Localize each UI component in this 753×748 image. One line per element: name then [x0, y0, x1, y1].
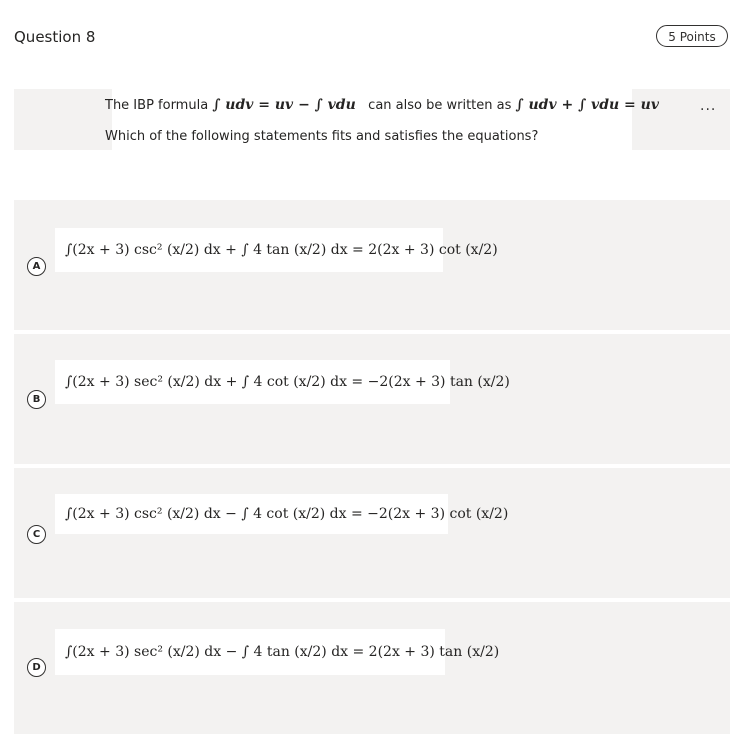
- points-badge: 5 Points: [656, 25, 728, 47]
- prompt-middle: can also be written as: [368, 98, 512, 113]
- ibp-formula: ∫ udv = uv − ∫ vdu: [212, 97, 356, 113]
- option-a-radio[interactable]: A: [27, 257, 46, 276]
- more-options-icon[interactable]: ...: [700, 98, 717, 114]
- option-a-equation: ∫(2x + 3) csc² (x/2) dx + ∫ 4 tan (x/2) dx = 2(2x + 3) cot (x/2): [55, 228, 443, 272]
- prompt-line-2: Which of the following statements fits and satisfies the equations?: [105, 129, 539, 144]
- ibp-formula-alt: ∫ udv + ∫ vdu = uv: [515, 97, 659, 113]
- option-c-equation: ∫(2x + 3) csc² (x/2) dx − ∫ 4 cot (x/2) dx = −2(2x + 3) cot (x/2): [55, 494, 448, 534]
- option-b[interactable]: [14, 334, 730, 464]
- option-b-radio[interactable]: B: [27, 390, 46, 409]
- option-c[interactable]: [14, 468, 730, 598]
- option-d-equation: ∫(2x + 3) sec² (x/2) dx − ∫ 4 tan (x/2) dx = 2(2x + 3) tan (x/2): [55, 629, 445, 675]
- question-title: Question 8: [14, 28, 96, 46]
- option-d[interactable]: [14, 602, 730, 734]
- option-c-radio[interactable]: C: [27, 525, 46, 544]
- option-d-radio[interactable]: D: [27, 658, 46, 677]
- option-b-equation: ∫(2x + 3) sec² (x/2) dx + ∫ 4 cot (x/2) dx = −2(2x + 3) tan (x/2): [55, 360, 450, 404]
- option-a[interactable]: [14, 200, 730, 330]
- prompt-prefix: The IBP formula: [105, 98, 209, 113]
- prompt-line-1: [105, 97, 659, 113]
